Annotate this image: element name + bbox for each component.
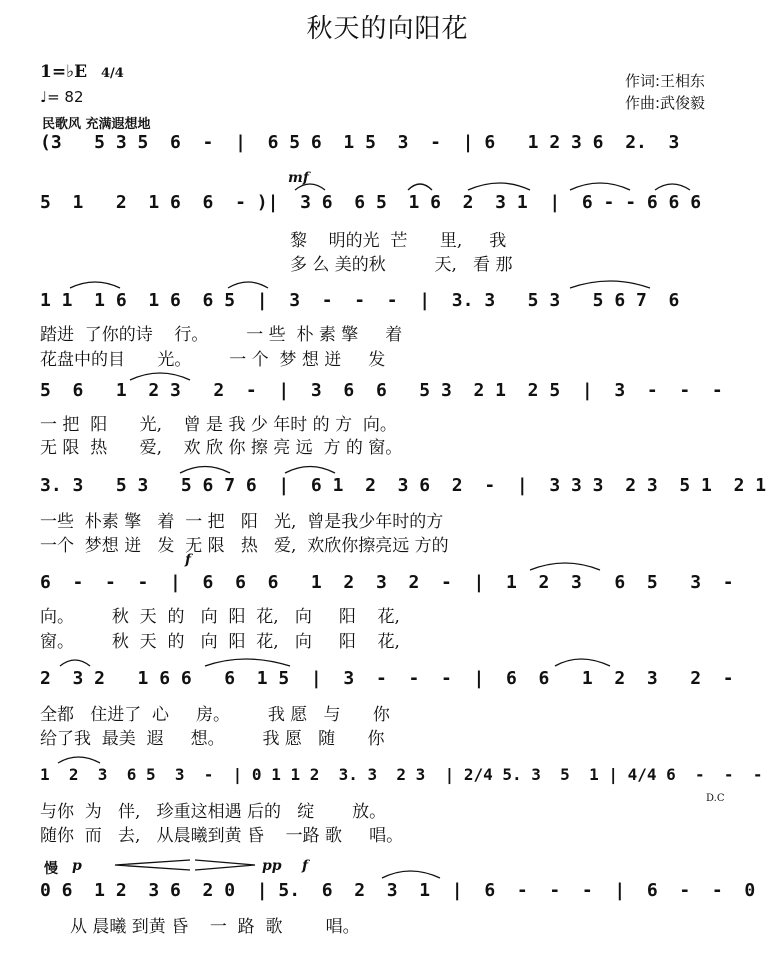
lyric-line: 花盘中的目 光。 一 个 梦 想 迸 发 <box>40 350 386 370</box>
song-title: 秋天的向阳花 <box>306 14 469 44</box>
notation-line: 5 1 2 1 6 6 - )| 3 6 6 5 1 6 2 3 1 | 6 - - 6 6 6 <box>40 192 702 213</box>
lyric-line: 踏进 了你的诗 行。 一 些 朴 素 擎 着 <box>40 325 403 345</box>
tempo-slow-mark: 慢 <box>44 861 58 877</box>
slur <box>408 184 432 190</box>
da-capo-mark: D.C <box>706 793 725 804</box>
slur <box>555 659 610 666</box>
lyric-line: 与你 为 伴, 珍重这相遇 后的 绽 放。 <box>40 802 387 822</box>
slur <box>70 282 120 288</box>
slur <box>295 184 325 190</box>
lyric-line: 多 么 美的秋 天, 看 那 <box>290 255 513 275</box>
slur <box>205 659 290 666</box>
slur <box>130 373 190 380</box>
dynamic-mark: mf <box>288 170 309 186</box>
tempo-marking: ♩= 82 <box>40 88 84 106</box>
lyric-line: 全都 住进了 心 房。 我 愿 与 你 <box>40 705 390 725</box>
slur <box>655 184 690 190</box>
notation-line: 5 6 1 2 3 2 - | 3 6 6 5 3 2 1 2 5 | 3 - - - <box>40 380 723 401</box>
lyric-line: 一些 朴素 擎 着 一 把 阳 光, 曾是我少年时的方 <box>40 512 444 532</box>
slur <box>60 660 90 666</box>
dynamic-mark: p <box>72 858 82 874</box>
dynamic-mark: f <box>185 552 192 568</box>
lyric-line: 从 晨曦 到黄 昏 一 路 歌 唱。 <box>70 917 360 937</box>
slur <box>570 183 630 190</box>
dynamic-mark: pp <box>262 858 282 874</box>
key-label: 1=♭E <box>40 62 88 82</box>
crescendo-hairpin <box>115 860 190 870</box>
slur <box>228 282 268 288</box>
style-marking: 民歌风 充满遐想地 <box>42 117 151 132</box>
notation-line: 2 3 2 1 6 6 6 1 5 | 3 - - - | 6 6 1 2 3 2 - <box>40 668 734 689</box>
slur <box>58 757 100 763</box>
lyric-line: 给了我 最美 遐 想。 我 愿 随 你 <box>40 729 385 749</box>
slur <box>468 183 530 190</box>
slur <box>382 871 440 878</box>
notation-line: (3 5 3 5 6 - | 6 5 6 1 5 3 - | 6 1 2 3 6 2. 3 <box>40 132 680 153</box>
slur <box>180 467 230 474</box>
lyric-line: 无 限 热 爱, 欢 欣 你 擦 亮 远 方 的 窗。 <box>40 438 403 458</box>
decrescendo-hairpin <box>195 860 255 870</box>
notation-line: 6 - - - | 6 6 6 1 2 3 2 - | 1 2 3 6 5 3 - <box>40 572 734 593</box>
slur <box>285 467 335 474</box>
lyric-line: 一 把 阳 光, 曾 是 我 少 年时 的 方 向。 <box>40 415 397 435</box>
lyric-line: 向。 秋 天 的 向 阳 花, 向 阳 花, <box>40 607 400 627</box>
lyric-line: 随你 而 去, 从晨曦到黄 昏 一路 歌 唱。 <box>40 826 404 846</box>
lyric-line: 黎 明的光 芒 里, 我 <box>290 231 507 251</box>
notation-line: 0 6 1 2 3 6 2 0 | 5. 6 2 3 1 | 6 - - - | 6 - - 0 <box>40 880 756 901</box>
notation-line: 1 2 3 6 5 3 - | 0 1 1 2 3. 3 2 3 | 2/4 5. 3 5 1 | 4/4 6 - - - <box>40 765 763 784</box>
notation-line: 3. 3 5 3 5 6 7 6 | 6 1 2 3 6 2 - | 3 3 3 2 3 5 1 2 1 <box>40 475 767 496</box>
slur <box>570 281 650 288</box>
slur <box>530 563 600 570</box>
notation-line: 1 1 1 6 1 6 6 5 | 3 - - - | 3. 3 5 3 5 6 7 6 <box>40 290 680 311</box>
dynamic-mark: f <box>302 858 309 874</box>
lyric-line: 一个 梦想 迸 发 无 限 热 爱, 欢欣你擦亮远 方的 <box>40 536 449 556</box>
composer-credit: 作曲:武俊毅 <box>625 94 706 112</box>
lyricist-credit: 作词:王相东 <box>625 72 706 90</box>
lyric-line: 窗。 秋 天 的 向 阳 花, 向 阳 花, <box>40 632 400 652</box>
time-signature: 4/4 <box>100 66 124 81</box>
